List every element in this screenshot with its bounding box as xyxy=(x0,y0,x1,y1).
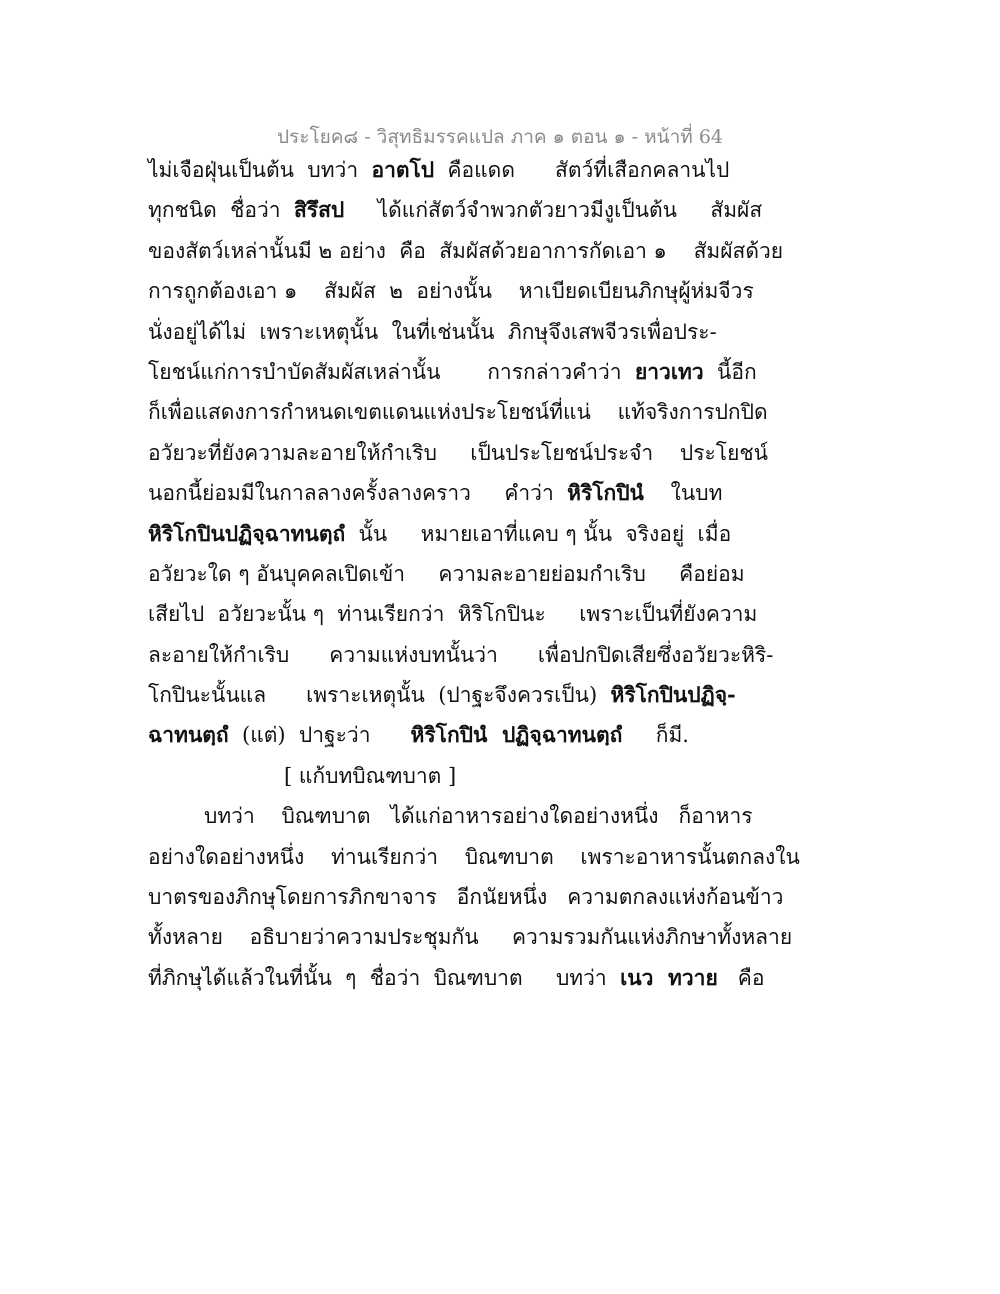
text-line xyxy=(148,877,784,917)
text-run: คือ xyxy=(717,965,765,990)
bold-term: สิรึสป xyxy=(293,197,345,223)
text-line xyxy=(148,392,768,432)
text-line xyxy=(148,635,774,675)
text-run: โกปินะนั้นแล เพราะเหตุนั้น (ปาฐะจึงควรเป็น) xyxy=(148,683,611,708)
text-run: ได้แก่สัตว์จำพวกตัวยาวมีงูเป็นต้น สัมผัส xyxy=(344,198,763,223)
bold-term: เนว ทวาย xyxy=(620,964,718,990)
text-run: ทุกชนิด ชื่อว่า xyxy=(148,198,294,223)
text-run: [ แก้บทบิณฑบาต ] xyxy=(284,763,457,788)
text-line xyxy=(148,594,758,634)
section-heading xyxy=(148,756,748,796)
bold-term: ฉาทนตฺถํ xyxy=(148,722,229,748)
text-run: โยชน์แก่การบำบัดสัมผัสเหล่านั้น การกล่าวคำว่า xyxy=(148,359,635,384)
text-run: อวัยวะใด ๆ อันบุคคลเปิดเข้า ความละอายย่อมกำเริบ คือย่อม xyxy=(148,561,745,586)
text-run: (แต่) ปาฐะว่า xyxy=(228,723,411,748)
text-line xyxy=(148,190,763,230)
text-run: นอกนี้ย่อมมีในกาลลางครั้งลางคราว คำว่า xyxy=(148,481,568,506)
text-line xyxy=(148,675,748,715)
text-run: ก็เพื่อแสดงการกำหนดเขตแดนแห่งประโยชน์ที่แน่ แท้จริงการปกปิด xyxy=(148,400,768,425)
text-run: ของสัตว์เหล่านั้นมี ๒ อย่าง คือ สัมผัสด้วยอาการกัดเอา ๑ สัมผัสด้วย xyxy=(148,238,784,263)
text-run: การถูกต้องเอา ๑ สัมผัส ๒ อย่างนั้น หาเบียดเบียนภิกษุผู้ห่มจีวร xyxy=(148,279,754,304)
text-run: ที่ภิกษุได้แล้วในที่นั้น ๆ ชื่อว่า บิณฑบาต บทว่า xyxy=(148,965,621,990)
text-run: ไม่เจือฝุ่นเป็นต้น บทว่า xyxy=(148,158,372,182)
text-line xyxy=(148,837,800,877)
text-run: บทว่า บิณฑบาต ได้แก่อาหารอย่างใดอย่างหนึ่ง ก็อาหาร xyxy=(204,804,753,829)
running-header: ประโยค๘ - วิสุทธิมรรคแปล ภาค ๑ ตอน ๑ - หน้าที่ 64 xyxy=(277,126,723,148)
text-line xyxy=(148,150,748,190)
text-run: เสียไป อวัยวะนั้น ๆ ท่านเรียกว่า หิริโกปินะ เพราะเป็นที่ยังความ xyxy=(148,602,758,627)
text-line xyxy=(148,796,753,836)
text-line xyxy=(148,715,748,755)
text-run: อย่างใดอย่างหนึ่ง ท่านเรียกว่า บิณฑบาต เพราะอาหารนั้นตกลงใน xyxy=(148,844,800,869)
text-run: คือแดด สัตว์ที่เสือกคลานไป xyxy=(434,158,730,182)
text-line xyxy=(148,958,765,998)
text-run: บาตรของภิกษุโดยการภิกขาจาร อีกนัยหนึ่ง ความตกลงแห่งก้อนข้าว xyxy=(148,885,784,910)
text-line xyxy=(148,514,748,554)
bold-term: อาตโป xyxy=(371,157,435,182)
bold-term: หิริโกปินปฏิจฺฉาทนตฺถํ xyxy=(148,520,346,546)
text-line xyxy=(148,433,768,473)
bold-term: ยาวเทว xyxy=(634,358,704,384)
text-run: นี้อีก xyxy=(703,359,757,384)
text-run: อวัยวะที่ยังความละอายให้กำเริบ เป็นประโยชน์ประจำ ประโยชน์ xyxy=(148,440,768,465)
text-line xyxy=(148,312,748,352)
body-text xyxy=(148,150,800,998)
text-run: ในบท xyxy=(643,481,723,506)
bold-term: หิริโกปินํ ปฏิจฺฉาทนตฺถํ xyxy=(410,722,623,748)
text-line xyxy=(148,554,748,594)
text-line xyxy=(148,352,757,392)
text-line xyxy=(148,917,793,957)
text-line xyxy=(148,473,748,513)
bold-term: หิริโกปินปฏิจฺ- xyxy=(610,682,736,708)
bold-term: หิริโกปินํ xyxy=(567,480,644,506)
text-run: นั่งอยู่ได้ไม่ เพราะเหตุนั้น ในที่เช่นนั้น ภิกษุจึงเสพจีวรเพื่อประ- xyxy=(148,319,717,344)
text-run: ละอายให้กำเริบ ความแห่งบทนั้นว่า เพื่อปกปิดเสียซึ่งอวัยวะหิริ- xyxy=(148,642,774,667)
text-line xyxy=(148,231,784,271)
text-run: นั้น หมายเอาที่แคบ ๆ นั้น จริงอยู่ เมื่อ xyxy=(345,521,732,546)
text-run: ก็มี. xyxy=(622,723,689,748)
text-run: ทั้งหลาย อธิบายว่าความประชุมกัน ความรวมกันแห่งภิกษาทั้งหลาย xyxy=(148,925,793,950)
text-line xyxy=(148,271,754,311)
